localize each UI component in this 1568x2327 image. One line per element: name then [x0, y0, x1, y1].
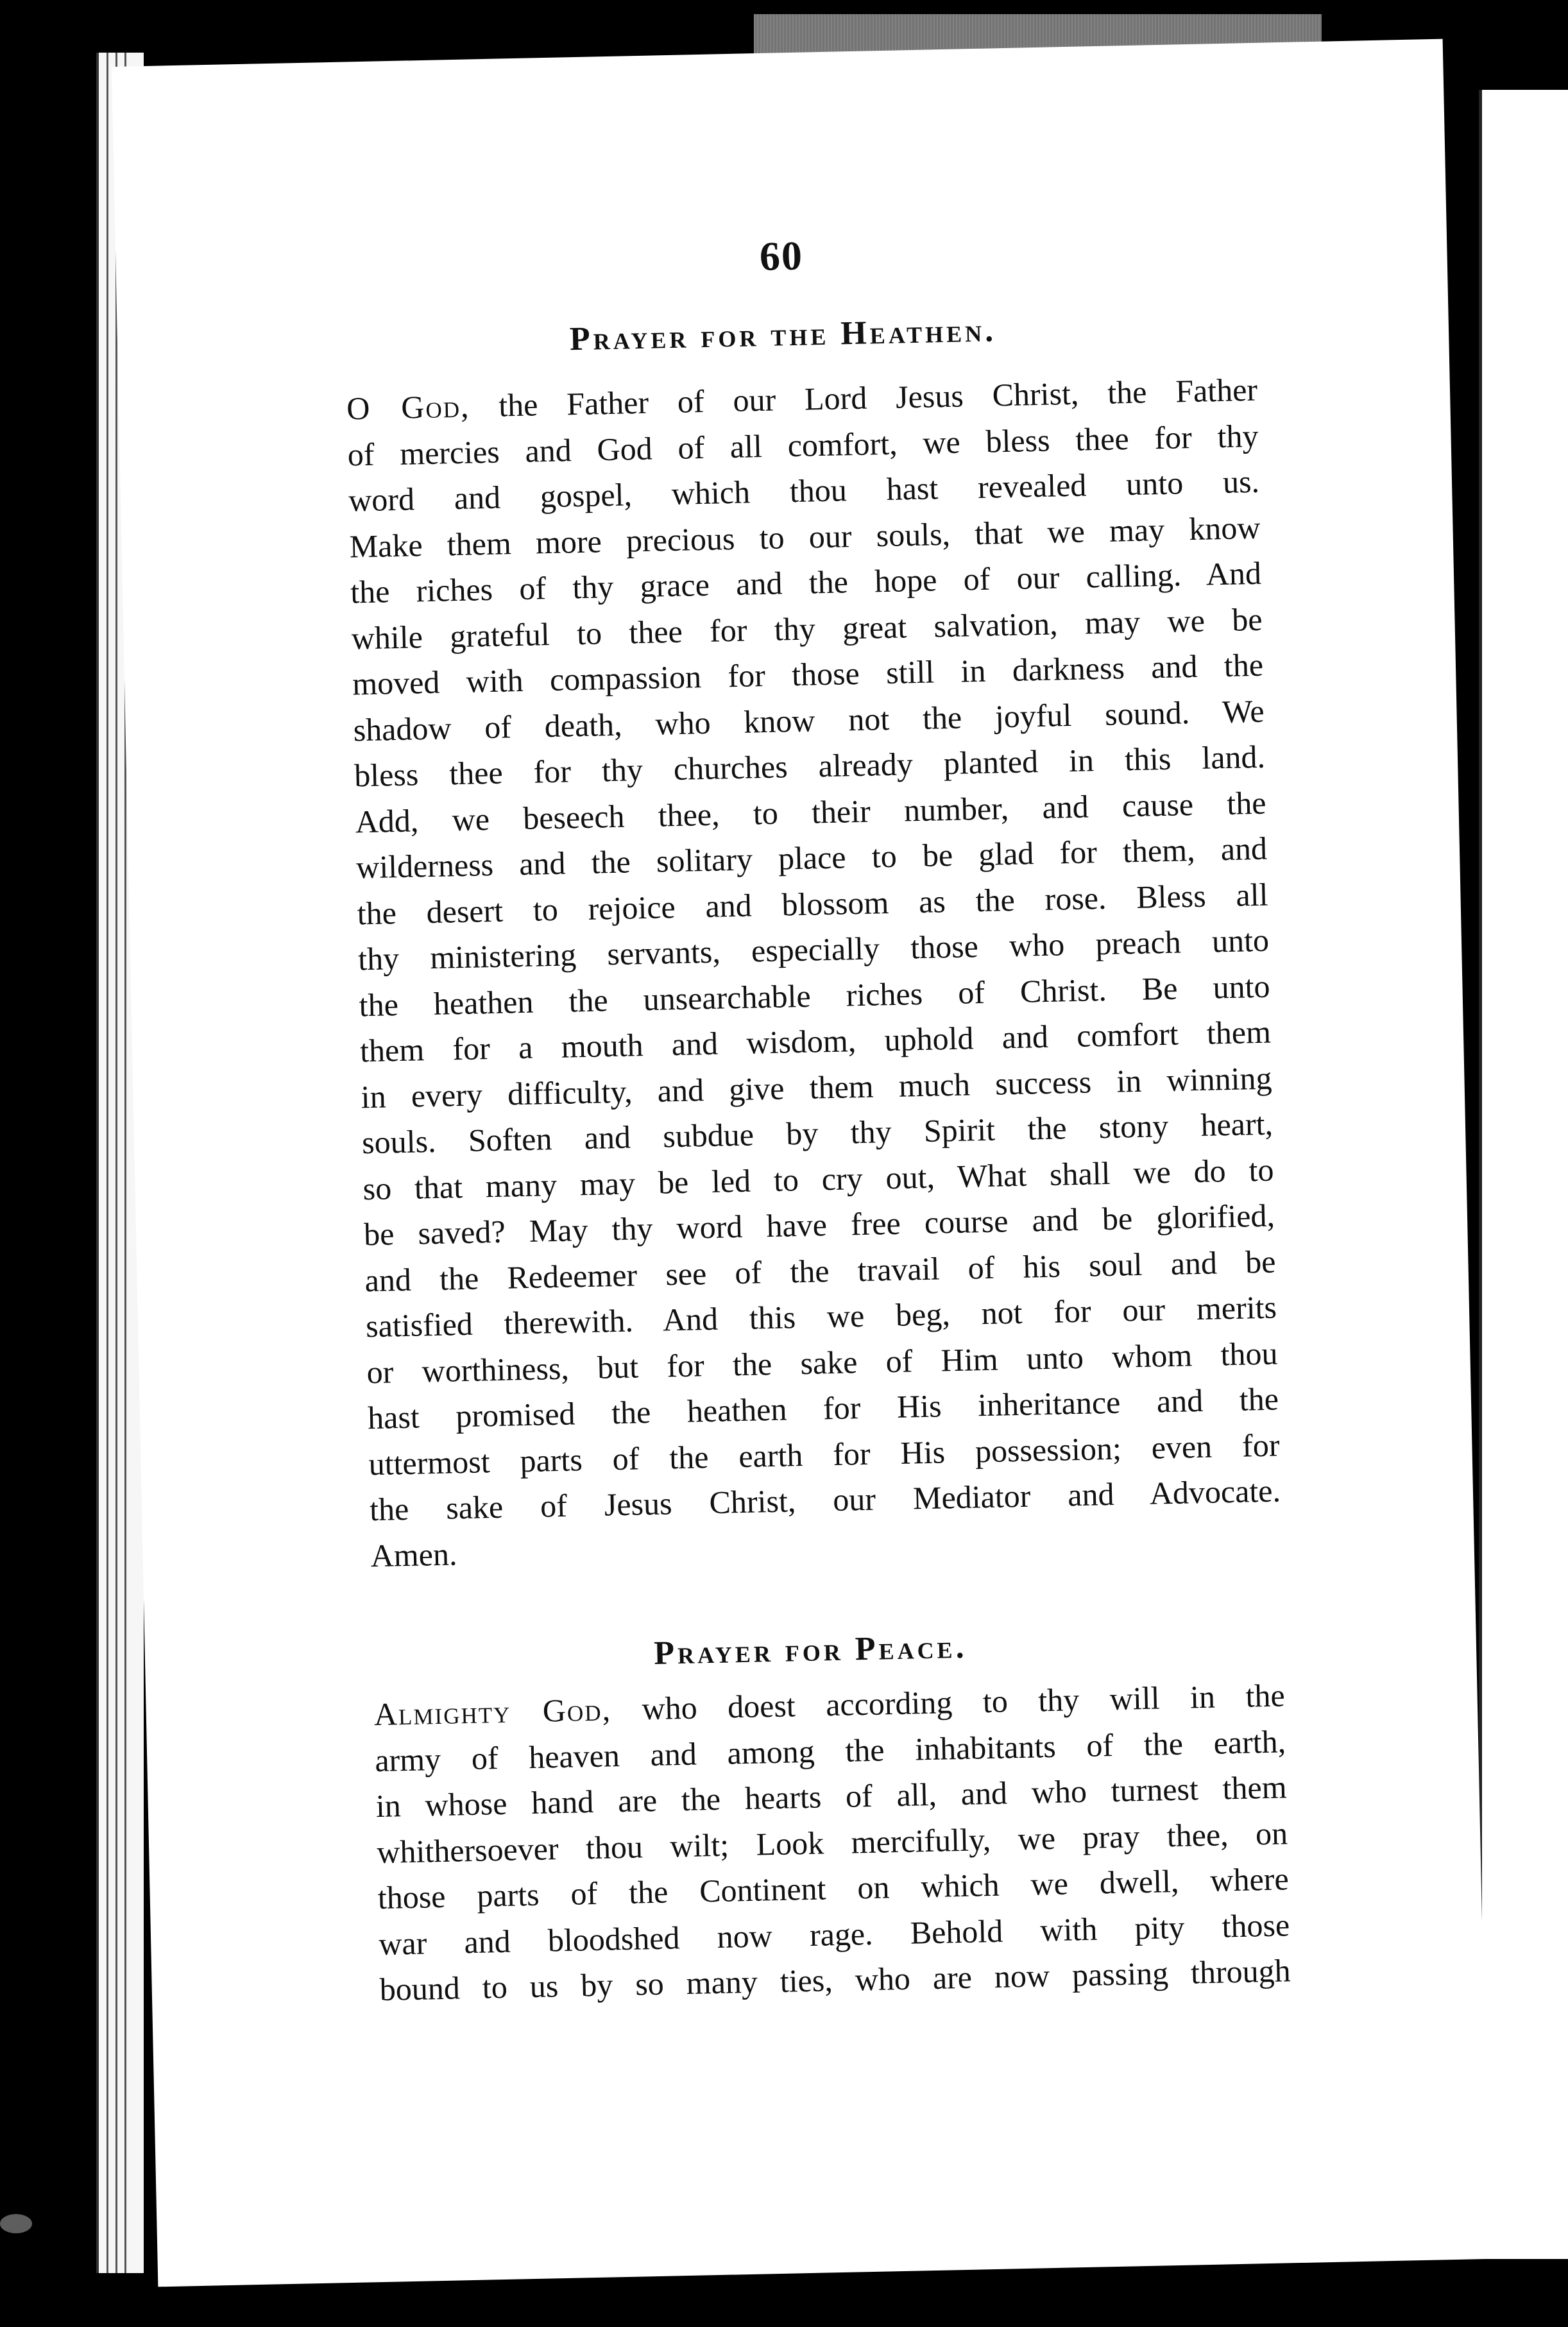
text-line: wilderness and the solitary place to be glad for them, and — [355, 830, 1268, 886]
text-line: Add, we beseech thee, to their number, and cause the — [355, 784, 1266, 839]
text-line: the heathen the unsearchable riches of Christ. Be unto — [359, 968, 1270, 1023]
text-line: whithersoever thou wilt; Look mercifully, we pray thee, on — [376, 1814, 1288, 1870]
binding-line — [107, 53, 108, 2273]
section-heading: Prayer for the Heathen. — [569, 312, 997, 358]
text-line: the riches of thy grace and the hope of our calling. And — [350, 554, 1262, 610]
text-line: shadow of death, who know not the joyful sound. We — [353, 692, 1265, 748]
lead-words: Almighty God, — [373, 1691, 612, 1733]
text-line: uttermost parts of the earth for His possession; even for — [368, 1426, 1280, 1482]
text-line: Almighty God, who doest according to thy will in the — [373, 1677, 1286, 1733]
binding-line — [115, 53, 117, 2273]
text-line: bound to us by so many ties, who are now passing through — [379, 1952, 1291, 2008]
text-line: moved with compassion for those still in darkness and the — [352, 646, 1264, 702]
facing-page-edge — [1479, 90, 1568, 2259]
text-line: word and gospel, which thou hast revealed unto us. — [348, 463, 1260, 519]
text-line: souls. Soften and subdue by thy Spirit the stony heart, — [361, 1105, 1274, 1161]
text-line: O God, the Father of our Lord Jesus Christ, the Father — [346, 371, 1258, 427]
text-line: so that many may be led to cry out, What shall we do to — [362, 1151, 1274, 1206]
text-line: be saved? May thy word have free course and be glorified, — [363, 1197, 1275, 1253]
text-line: hast promised the heathen for His inheritance and the — [367, 1380, 1279, 1436]
text-line: war and bloodshed now rage. Behold with pity those — [378, 1906, 1290, 1962]
section-heading: Prayer for Peace. — [653, 1628, 968, 1672]
text-line: them for a mouth and wisdom, uphold and comfort them — [359, 1013, 1272, 1069]
text-line: satisfied therewith. And this we beg, not for our merits — [365, 1289, 1277, 1344]
prayer-paragraph — [346, 367, 1282, 1579]
text-line: while grateful to thee for thy great salvation, may we be — [351, 601, 1263, 656]
text-line: or worthiness, but for the sake of Him unto whom thou — [366, 1334, 1278, 1390]
lead-words: O God, — [346, 388, 470, 427]
text-line: in whose hand are the hearts of all, and who turnest them — [375, 1769, 1288, 1825]
text-line: thy ministering servants, especially those who preach unto — [357, 922, 1270, 977]
prayer-paragraph — [373, 1672, 1291, 2013]
text-line: army of heaven and among the inhabitants of the earth, — [374, 1722, 1286, 1778]
page-number: 60 — [759, 232, 804, 280]
book-page — [112, 39, 1489, 2287]
text-line: in every difficulty, and give them much success in winning — [361, 1060, 1272, 1115]
scan-smudge — [0, 2214, 32, 2233]
text-line: Make them more precious to our souls, that we may know — [349, 509, 1261, 565]
text-line: Amen. — [370, 1535, 457, 1574]
text-line: those parts of the Continent on which we dwell, where — [377, 1860, 1290, 1916]
text-line: bless thee for thy churches already planted in this land. — [354, 738, 1266, 794]
text-line: the sake of Jesus Christ, our Mediator and Advocate. — [369, 1472, 1281, 1528]
text-line: and the Redeemer see of the travail of his soul and be — [364, 1243, 1276, 1298]
text-line: of mercies and God of all comfort, we bless thee for thy — [347, 417, 1259, 473]
text-line: the desert to rejoice and blossom as the rose. Bless all — [357, 876, 1268, 931]
